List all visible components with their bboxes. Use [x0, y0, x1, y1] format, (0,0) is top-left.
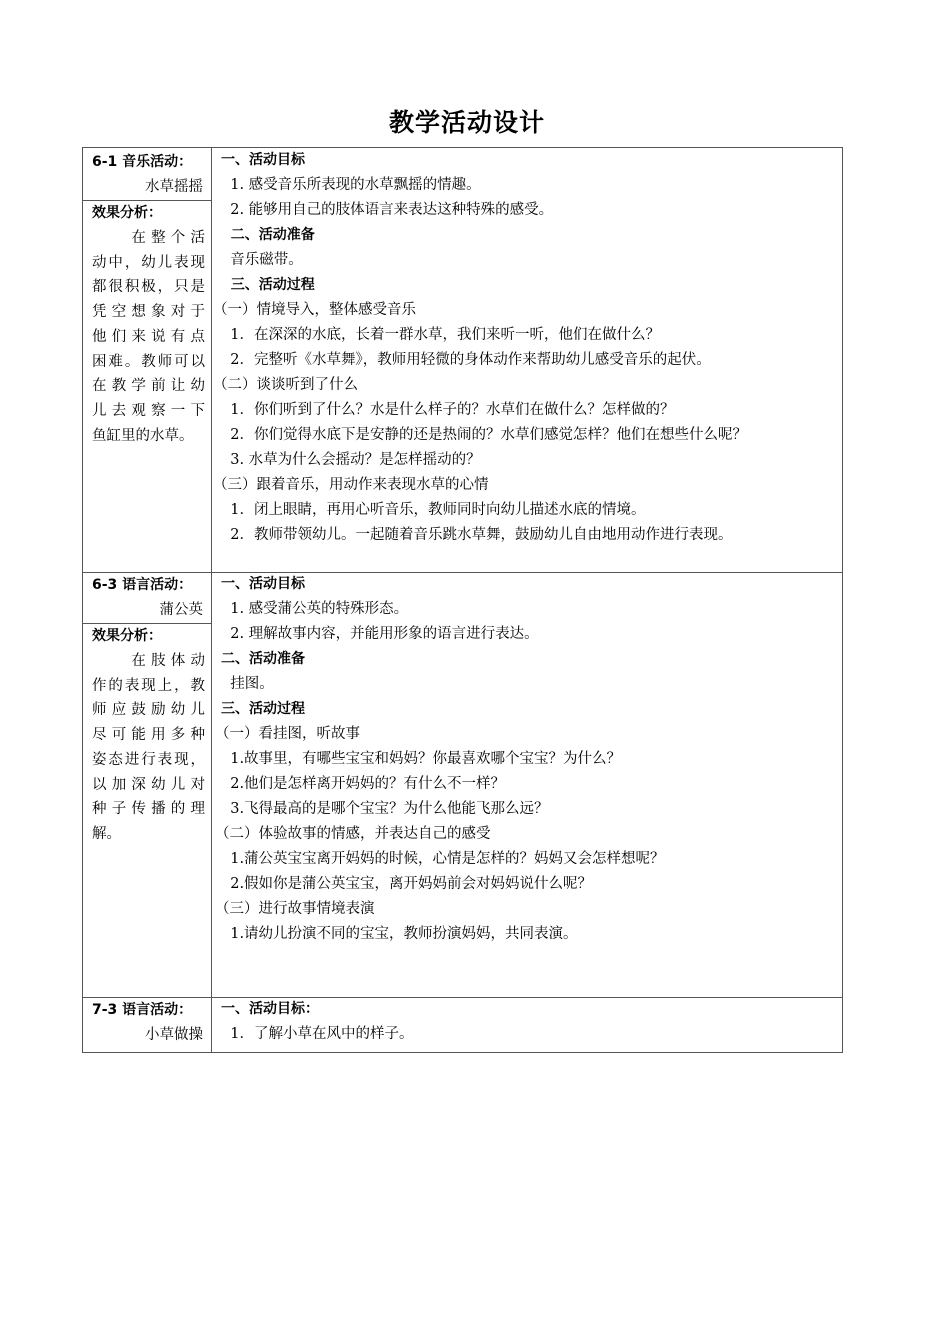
analysis-line: 种子传播的理 — [92, 801, 205, 818]
content-line: （二）谈谈听到了什么 — [213, 377, 358, 393]
analysis-label: 效果分析： — [92, 205, 162, 221]
content-line: 1.故事里，有哪些宝宝和妈妈？你最喜欢哪个宝宝？为什么？ — [221, 751, 622, 767]
content-line: 1．闭上眼睛，再用心听音乐，教师同时向幼儿描述水底的情境。 — [221, 502, 646, 518]
content-line: 一、活动目标 — [221, 576, 305, 592]
content-line: 二、活动准备 — [221, 651, 305, 667]
analysis-line: 在肢体动 — [92, 653, 205, 669]
content-line: 三、活动过程 — [221, 277, 315, 293]
analysis-line: 都很积极，只是 — [92, 279, 205, 296]
analysis-text — [92, 226, 205, 448]
activity-table — [82, 147, 843, 1053]
activity-topic: 水草摇摇 — [145, 179, 203, 195]
analysis-line: 以加深幼儿对 — [92, 776, 205, 793]
content-line: 2．完整听《水草舞》，教师用轻微的身体动作来帮助幼儿感受音乐的起伏。 — [221, 352, 711, 368]
activity-title: 6-1 音乐活动： — [92, 154, 193, 170]
content-line: 1．你们听到了什么？水是什么样子的？水草们在做什么？怎样做的？ — [221, 402, 675, 418]
content-line: 2. 能够用自己的肢体语言来表达这种特殊的感受。 — [221, 202, 554, 218]
activity-topic: 蒲公英 — [159, 602, 203, 618]
analysis-line: 姿态进行表现， — [92, 751, 205, 768]
content-line: 1.请幼儿扮演不同的宝宝，教师扮演妈妈，共同表演。 — [221, 926, 578, 942]
content-line: 1．了解小草在风中的样子。 — [221, 1026, 414, 1042]
analysis-line: 困难。教师可以 — [92, 353, 205, 370]
content-line: 3. 水草为什么会摇动？是怎样摇动的？ — [221, 452, 481, 468]
content-line: 1.蒲公英宝宝离开妈妈的时候，心情是怎样的？妈妈又会怎样想呢？ — [221, 851, 665, 867]
analysis-line: 师应鼓励幼儿 — [92, 702, 205, 719]
analysis-line: 儿去观察一下 — [92, 402, 205, 419]
content-line: 挂图。 — [221, 676, 274, 692]
content-line: （三）进行故事情境表演 — [215, 901, 375, 917]
content-line: 1．在深深的水底，长着一群水草，我们来听一听，他们在做什么？ — [221, 327, 660, 343]
content-line: 1. 感受蒲公英的特殊形态。 — [221, 601, 409, 617]
activity-topic: 小草做操 — [145, 1027, 203, 1043]
analysis-line: 鱼缸里的水草。 — [92, 427, 194, 444]
analysis-line: 在整个活 — [92, 230, 205, 246]
analysis-line: 凭空想象对于 — [92, 304, 205, 321]
analysis-line: 动中，幼儿表现 — [92, 254, 205, 271]
analysis-label: 效果分析： — [92, 628, 162, 644]
activity-title: 6-3 语言活动： — [92, 577, 193, 593]
activity-content-2 — [215, 572, 665, 947]
activity-content-3 — [221, 997, 413, 1047]
analysis-line: 在教学前让幼 — [92, 378, 205, 395]
content-line: 2. 理解故事内容，并能用形象的语言进行表达。 — [221, 626, 539, 642]
analysis-line: 解。 — [92, 825, 121, 842]
content-line: 一、活动目标： — [221, 1001, 319, 1017]
content-line: （三）跟着音乐，用动作来表现水草的心情 — [213, 477, 489, 493]
column-divider — [211, 148, 212, 1052]
content-line: （一）情境导入，整体感受音乐 — [213, 302, 416, 318]
content-line: （二）体验故事的情感，并表达自己的感受 — [215, 826, 491, 842]
content-line: 二、活动准备 — [221, 227, 315, 243]
analysis-line: 尽可能用多种 — [92, 727, 205, 744]
content-line: 一、活动目标 — [221, 152, 305, 168]
content-line: 音乐磁带。 — [221, 252, 303, 268]
content-line: 1. 感受音乐所表现的水草飘摇的情趣。 — [221, 177, 481, 193]
content-line: 2．教师带领幼儿。一起随着音乐跳水草舞，鼓励幼儿自由地用动作进行表现。 — [221, 527, 733, 543]
analysis-line: 作的表现上，教 — [92, 677, 205, 694]
content-line: 2.假如你是蒲公英宝宝，离开妈妈前会对妈妈说什么呢？ — [221, 876, 593, 892]
row-divider — [83, 997, 842, 998]
analysis-text — [92, 649, 205, 847]
content-line: （一）看挂图，听故事 — [215, 726, 360, 742]
activity-content-1 — [213, 148, 747, 548]
activity-title: 7-3 语言活动： — [92, 1002, 193, 1018]
page-title: 教学活动设计 — [388, 108, 545, 137]
analysis-line: 他们来说有点 — [92, 328, 205, 345]
content-line: 三、活动过程 — [221, 701, 305, 717]
content-line: 2．你们觉得水底下是安静的还是热闹的？水草们感觉怎样？他们在想些什么呢？ — [221, 427, 747, 443]
content-line: 2.他们是怎样离开妈妈的？有什么不一样？ — [221, 776, 506, 792]
content-line: 3.飞得最高的是哪个宝宝？为什么他能飞那么远？ — [221, 801, 549, 817]
